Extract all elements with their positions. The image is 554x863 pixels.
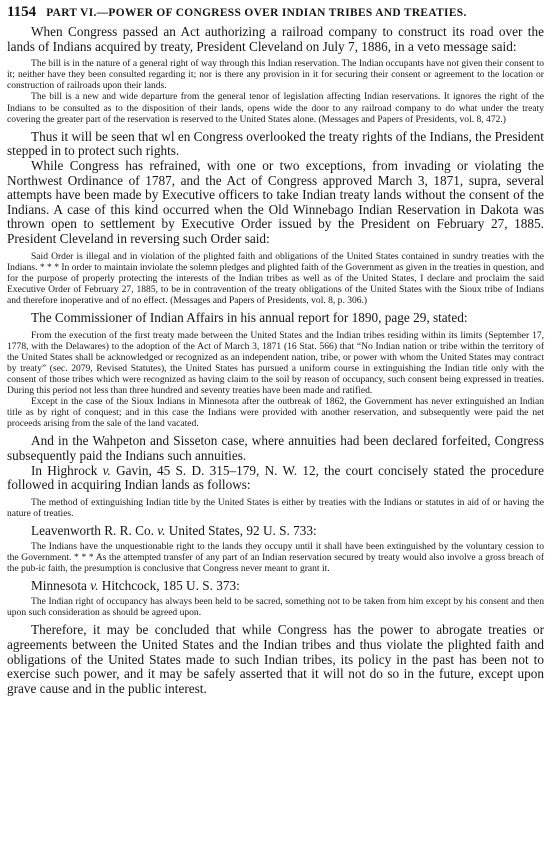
page-header	[7, 4, 544, 23]
page-number: 1154	[7, 4, 37, 20]
case-name: In Highrock	[31, 462, 103, 478]
block-quote: The bill is a new and wide departure from the general tenor of legislation affecting Indian reservations. It ignores the right of the Indians to be consulted as to the disposition of their lands, opens wide the door to any railroad company to do what under the treaty covering the greater part of the reservation is reserved to the United States alone. (Messages and Papers of Presidents, vol. 8, 472.)	[7, 91, 544, 125]
block-quote: Except in the case of the Sioux Indians in Minnesota after the outbreak of 1862, the Government has never extinguished an Indian title as by right of conquest; and in this case the Indians were provided with another reservation, and subsequently were paid the net proceeds arising from the sale of the land vacated.	[7, 396, 544, 430]
running-title: PART VI.—POWER OF CONGRESS OVER INDIAN TRIBES AND TREATIES.	[46, 7, 467, 19]
block-quote: The Indians have the unquestionable right to the lands they occupy until it shall have been extinguished by the voluntary cession to the Government. * * * As the attempted transfer of any part of an Indian reservation secured by treaty would also involve a gross breach of the pub‑ic faith, the presumption is conclusive that Congress never meant to grant it.	[7, 540, 544, 575]
body-paragraph	[7, 464, 544, 493]
case-name: Leavenworth R. R. Co.	[31, 522, 158, 538]
body-paragraph: The Commissioner of Indian Affairs in his annual report for 1890, page 29, stated:	[31, 309, 468, 325]
citation-text: Hitchcock, 185 U. S. 373:	[98, 578, 240, 594]
case-name: Minnesota	[31, 578, 91, 594]
body-paragraph: While Congress has refrained, with one or two exceptions, from invading or violating the Northwest Ordinance of 1787, and the Act of Congress approved March 3, 1871, supra, several attempts have been made by Executive officers to take Indian treaty lands without the consent of the Indians. A case of this kind occurred when the Old Winnebago Indian Reservation in Dakota was thrown open to settlement by Executive Order issued by the President on February 27, 1885. President Cleveland in reversing such Order said:	[7, 157, 544, 246]
body-paragraph: When Congress passed an Act authorizing a railroad company to construct its road over the lands of Indians acquired by treaty, President Cleveland on July 7, 1886, in a veto message said:	[7, 24, 544, 54]
block-quote: The bill is in the nature of a general right of way through this Indian reservation. The Indian occupants have not given their consent to it; neither have they been consulted regarding it; nor is there any provision in it for securing their consent or agreement to the location or construction of railroads upon their lands.	[7, 58, 544, 92]
citation-text: United States, 92 U. S. 733:	[165, 522, 317, 538]
block-quote: The method of extinguishing Indian title by the United States is either by treaties with the Indians or statutes in aid of or having the nature of treaties.	[7, 496, 544, 519]
block-quote: The Indian right of occupancy has always been held to be sacred, something not to be taken from him except by his consent and then upon such consideration as should be agreed upon.	[7, 596, 544, 619]
body-paragraph: Thus it will be seen that wl en Congress overlooked the treaty rights of the Indians, the President stepped in to protect such rights.	[7, 128, 544, 159]
body-paragraph: And in the Wahpeton and Sisseton case, where annuities had been declared forfeited, Congress subsequently paid the Indians such annuities.	[7, 433, 544, 463]
versus-abbrev: v.	[157, 522, 166, 538]
block-quote: From the execution of the first treaty made between the United States and the Indian tribes residing within its limits (September 17, 1778, with the Delawares) to the adoption of the Act of March 3, 1871 (16 Stat. 566) that “No Indian nation or tribe within the territory of the United States shall be acknowledged or recognized as an independent nation, tribe, or power with whom the United States may contract by treaty” (sec. 2079, Revised Statutes), the United States has pursued a uniform course in extinguishing the Indian title only with the consent of those tribes which were recognized as having claim to the soil by reason of occupancy, such consent being expressed in treaties. During this period not less than three hundred and seventy treaties have been made and ratified.	[7, 329, 544, 397]
block-quote: Said Order is illegal and in violation of the plighted faith and obligations of the United States contained in sundry treaties with the Indians. * * * In order to maintain inviolate the solemn pledges and plighted faith of the Government as given in the treaties in question, and for the purpose of properly protecting the interests of the Indian tribes as well as of the United States, I declare and proclaim the said Executive Order of February 27, 1885, to be in contravention of the treaty obligations of the United States with the Sioux tribe of Indians and therefore inoperative and of no effect. (Messages and Papers of Presidents, vol. 8, p. 306.)	[7, 250, 544, 306]
body-paragraph: Therefore, it may be concluded that while Congress has the power to abrogate treaties or agreements between the United States and the Indian tribes and thus violate the plighted faith and obligations of the United States made to such Indian tribes, its policy in the past has been not to exercise such power, and it may be safely asserted that it will not do so in the future, except upon grave cause and in the public interest.	[7, 622, 544, 696]
citation-text: Gavin, 45 S. D. 315–179, N. W. 12, the court concisely stated the procedure followed in acquiring Indian lands as follows:	[7, 462, 544, 493]
versus-abbrev: v.	[102, 462, 111, 478]
versus-abbrev: v.	[90, 578, 99, 594]
case-citation	[7, 578, 544, 593]
case-citation	[7, 523, 544, 538]
